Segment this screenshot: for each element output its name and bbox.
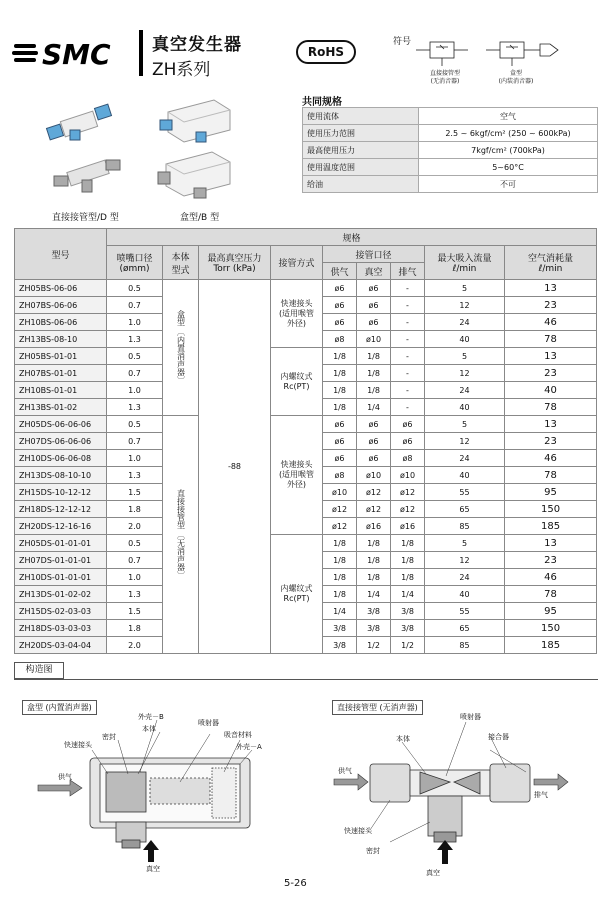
cell-vac: 1/4 [357,399,391,416]
cell-vac: 1/8 [357,348,391,365]
cell-suction: 40 [425,331,505,348]
cell-suction: 24 [425,569,505,586]
table-row [15,348,597,365]
page-title: 真空发生器 [152,35,242,55]
label-direct-supply: 供气 [338,767,352,775]
cell-air: 95 [505,484,597,501]
label-body: 本体 [142,725,156,733]
cell-conn-quick: 快速接头(适用喉管外径) [271,280,323,348]
cell-model: ZH10DS-01-01-01 [15,569,107,586]
cell-suction: 5 [425,348,505,365]
cell-model: ZH20DS-12-16-16 [15,518,107,535]
cell-vac: ø12 [357,501,391,518]
cell-supply: ø8 [323,331,357,348]
rohs-badge: RoHS [296,40,356,64]
cell-supply: 1/4 [323,603,357,620]
cell-vac: 3/8 [357,603,391,620]
cell-vac: ø6 [357,450,391,467]
cell-nozzle: 1.3 [107,586,163,603]
cell-nozzle: 1.0 [107,314,163,331]
common-spec-key: 使用温度范围 [303,159,419,176]
cell-air: 185 [505,518,597,535]
header-suction: 最大吸入流量 ℓ/min [425,246,505,280]
label-shell-b: 外壳－B [138,713,164,721]
cell-model: ZH05BS-06-06 [15,280,107,297]
cell-air: 13 [505,416,597,433]
cell-suction: 40 [425,586,505,603]
cell-air: 95 [505,603,597,620]
cell-air: 23 [505,433,597,450]
cell-air: 46 [505,569,597,586]
cell-conn-thread: 内螺纹式Rc(PT) [271,348,323,416]
series-title: ZH系列 [152,60,211,80]
cell-model: ZH13BS-01-02 [15,399,107,416]
cell-model: ZH13BS-08-10 [15,331,107,348]
cell-model: ZH05DS-01-01-01 [15,535,107,552]
header-supply: 供气 [323,263,357,280]
common-spec-row [303,125,598,142]
cell-model: ZH07BS-06-06 [15,297,107,314]
cell-model: ZH20DS-03-04-04 [15,637,107,654]
cell-supply: ø6 [323,280,357,297]
cell-air: 150 [505,620,597,637]
label-direct-body: 本体 [396,735,410,743]
common-spec-row [303,159,598,176]
common-spec-value: 5~60°C [419,159,598,176]
cell-vac: ø6 [357,433,391,450]
cell-suction: 55 [425,603,505,620]
cell-suction: 40 [425,467,505,484]
header-exhaust: 排气 [391,263,425,280]
structure-title: 构造图 [14,662,64,679]
cell-exhaust: 1/4 [391,586,425,603]
cell-air: 46 [505,450,597,467]
cell-exhaust: 1/8 [391,569,425,586]
cell-vac: 1/8 [357,382,391,399]
cell-vac: 1/2 [357,637,391,654]
label-ejector: 喷射器 [198,719,219,727]
cell-exhaust: 1/8 [391,535,425,552]
cell-nozzle: 1.5 [107,484,163,501]
cell-supply: 1/8 [323,535,357,552]
cell-supply: ø8 [323,467,357,484]
cell-suction: 40 [425,399,505,416]
common-spec-value: 空气 [419,108,598,125]
cell-nozzle: 1.0 [107,382,163,399]
cell-nozzle: 1.0 [107,569,163,586]
cell-nozzle: 2.0 [107,518,163,535]
product-photo-box [150,92,240,202]
cell-model: ZH07BS-01-01 [15,365,107,382]
cell-nozzle: 0.5 [107,416,163,433]
common-spec-title: 共同规格 [302,97,342,108]
cell-conn-quick: 快速接头(适用喉管外径) [271,416,323,535]
common-spec-table [302,107,598,193]
common-spec-key: 给油 [303,176,419,193]
cell-suction: 5 [425,416,505,433]
cell-exhaust: 3/8 [391,620,425,637]
photo-caption-direct: 直接接管型/D 型 [52,213,119,223]
cell-vac: ø10 [357,467,391,484]
cell-vac: ø12 [357,484,391,501]
cell-exhaust: ø8 [391,450,425,467]
cell-supply: 1/8 [323,382,357,399]
cell-exhaust: ø16 [391,518,425,535]
cell-exhaust: 3/8 [391,603,425,620]
cell-supply: 1/8 [323,586,357,603]
brand-text: SMC [42,38,111,68]
cell-nozzle: 1.0 [107,450,163,467]
header-port: 接管口径 [323,246,425,263]
label-direct-quick: 快速接头 [344,827,372,835]
cell-nozzle: 1.8 [107,620,163,637]
cell-supply: ø10 [323,484,357,501]
cell-nozzle: 0.5 [107,348,163,365]
cell-model: ZH15DS-02-03-03 [15,603,107,620]
label-seal: 密封 [102,733,116,741]
cell-body-box: 盒型 〔内置消声器〕 [163,280,199,416]
cell-model: ZH10DS-06-06-08 [15,450,107,467]
cell-model: ZH10BS-01-01 [15,382,107,399]
header-nozzle: 喷嘴口径 (ømm) [107,246,163,280]
cell-nozzle: 0.7 [107,433,163,450]
cell-exhaust: - [391,331,425,348]
label-absorb: 吸音材料 [224,731,252,739]
cell-suction: 24 [425,450,505,467]
cell-model: ZH15DS-10-12-12 [15,484,107,501]
cell-vac: ø6 [357,297,391,314]
cell-suction: 55 [425,484,505,501]
cell-model: ZH13DS-01-02-02 [15,586,107,603]
cell-vacuum-value: -88 [199,280,271,654]
product-photo-direct [40,96,140,201]
cell-nozzle: 1.3 [107,399,163,416]
cell-supply: ø12 [323,501,357,518]
cell-conn-thread: 内螺纹式Rc(PT) [271,535,323,654]
box-type-cross-section [20,712,300,872]
header-air: 空气消耗量 ℓ/min [505,246,597,280]
cell-suction: 85 [425,637,505,654]
cell-air: 46 [505,314,597,331]
cell-vac: ø6 [357,280,391,297]
cell-exhaust: ø6 [391,416,425,433]
cell-supply: ø6 [323,297,357,314]
cell-exhaust: - [391,297,425,314]
cell-air: 23 [505,365,597,382]
cell-nozzle: 1.5 [107,603,163,620]
cell-suction: 12 [425,433,505,450]
cell-supply: ø6 [323,314,357,331]
common-spec-key: 使用压力范围 [303,125,419,142]
cell-air: 23 [505,552,597,569]
cell-exhaust: - [391,348,425,365]
cell-exhaust: - [391,280,425,297]
spec-table [14,228,597,654]
cell-nozzle: 2.0 [107,637,163,654]
cell-exhaust: ø6 [391,433,425,450]
cell-vac: 1/8 [357,535,391,552]
cell-air: 150 [505,501,597,518]
box-type-caption: 盒型 (内置消声器) [22,700,97,715]
label-supply: 供气 [58,773,72,781]
common-spec-key: 最高使用压力 [303,142,419,159]
label-direct-exhaust: 排气 [534,791,548,799]
cell-nozzle: 0.5 [107,280,163,297]
cell-vac: 1/8 [357,552,391,569]
smc-logo [12,38,124,68]
cell-supply: ø6 [323,433,357,450]
symbol-caption-direct: 直接接管型 (无消音器) [429,70,460,85]
cell-suction: 24 [425,382,505,399]
cell-model: ZH18DS-03-03-03 [15,620,107,637]
cell-suction: 5 [425,280,505,297]
symbol-caption-box: 盒型 (内装消音器) [498,70,534,85]
label-direct-seal: 密封 [366,847,380,855]
cell-model: ZH13DS-08-10-10 [15,467,107,484]
common-spec-row [303,108,598,125]
cell-supply: ø12 [323,518,357,535]
cell-suction: 12 [425,297,505,314]
cell-model: ZH07DS-06-06-06 [15,433,107,450]
cell-supply: 3/8 [323,620,357,637]
cell-vac: ø16 [357,518,391,535]
header-vacuum: 最高真空压力 Torr (kPa) [199,246,271,280]
cell-suction: 5 [425,535,505,552]
cell-vac: ø10 [357,331,391,348]
cell-nozzle: 1.3 [107,467,163,484]
cell-model: ZH10BS-06-06 [15,314,107,331]
cell-suction: 12 [425,365,505,382]
cell-vac: 1/4 [357,586,391,603]
label-direct-ejector: 喷射器 [460,713,481,721]
cell-air: 13 [505,348,597,365]
header-conn: 接管方式 [271,246,323,280]
header-spec: 规格 [107,229,597,246]
cell-supply: 3/8 [323,637,357,654]
cell-air: 78 [505,399,597,416]
cell-supply: ø6 [323,416,357,433]
cell-supply: 1/8 [323,348,357,365]
cell-nozzle: 0.7 [107,552,163,569]
cell-exhaust: - [391,382,425,399]
cell-model: ZH18DS-12-12-12 [15,501,107,518]
cell-suction: 65 [425,501,505,518]
cell-suction: 12 [425,552,505,569]
cell-nozzle: 1.3 [107,331,163,348]
cell-nozzle: 1.8 [107,501,163,518]
common-spec-key: 使用流体 [303,108,419,125]
cell-air: 185 [505,637,597,654]
cell-model: ZH05BS-01-01 [15,348,107,365]
table-row [15,535,597,552]
cell-exhaust: ø10 [391,467,425,484]
cell-nozzle: 0.7 [107,297,163,314]
label-vacuum: 真空 [146,865,160,873]
cell-vac: 3/8 [357,620,391,637]
symbol-label: 符号 [393,37,412,47]
cell-exhaust: - [391,314,425,331]
title-divider [139,30,143,76]
cell-supply: ø6 [323,450,357,467]
common-spec-value: 7kgf/cm² (700kPa) [419,142,598,159]
label-quick-connector: 快速接头 [64,741,92,749]
cell-exhaust: 1/2 [391,637,425,654]
cell-suction: 85 [425,518,505,535]
common-spec-row [303,176,598,193]
cell-air: 23 [505,297,597,314]
cell-vac: 1/8 [357,365,391,382]
cell-suction: 24 [425,314,505,331]
page-number: 5-26 [284,878,307,889]
common-spec-value: 不可 [419,176,598,193]
cell-supply: 1/8 [323,365,357,382]
cell-air: 78 [505,467,597,484]
cell-body-direct: 直接接管型 〔无消声器〕 [163,416,199,654]
cell-model: ZH07DS-01-01-01 [15,552,107,569]
header-body: 本体 型式 [163,246,199,280]
cell-supply: 1/8 [323,569,357,586]
label-shell-a: 外壳－A [236,743,262,751]
structure-divider [14,679,598,680]
cell-model: ZH05DS-06-06-06 [15,416,107,433]
cell-air: 40 [505,382,597,399]
cell-nozzle: 0.7 [107,365,163,382]
table-row [15,280,597,297]
common-spec-value: 2.5 ~ 6kgf/cm² (250 ~ 600kPa) [419,125,598,142]
header-vac: 真空 [357,263,391,280]
cell-exhaust: ø12 [391,484,425,501]
cell-air: 78 [505,331,597,348]
cell-exhaust: ø12 [391,501,425,518]
cell-suction: 65 [425,620,505,637]
cell-air: 13 [505,535,597,552]
cell-exhaust: - [391,365,425,382]
cell-vac: ø6 [357,314,391,331]
cell-air: 78 [505,586,597,603]
table-row [15,416,597,433]
cell-exhaust: - [391,399,425,416]
cell-vac: 1/8 [357,569,391,586]
label-direct-receiver: 接合器 [488,733,509,741]
photo-caption-box: 盒型/B 型 [180,213,220,223]
cell-supply: 1/8 [323,399,357,416]
cell-vac: ø6 [357,416,391,433]
common-spec-row [303,142,598,159]
cell-exhaust: 1/8 [391,552,425,569]
cell-nozzle: 0.5 [107,535,163,552]
direct-type-caption: 直接接管型 (无消声器) [332,700,423,715]
cell-supply: 1/8 [323,552,357,569]
cell-air: 13 [505,280,597,297]
label-direct-vacuum: 真空 [426,869,440,877]
header-model: 型号 [15,229,107,280]
